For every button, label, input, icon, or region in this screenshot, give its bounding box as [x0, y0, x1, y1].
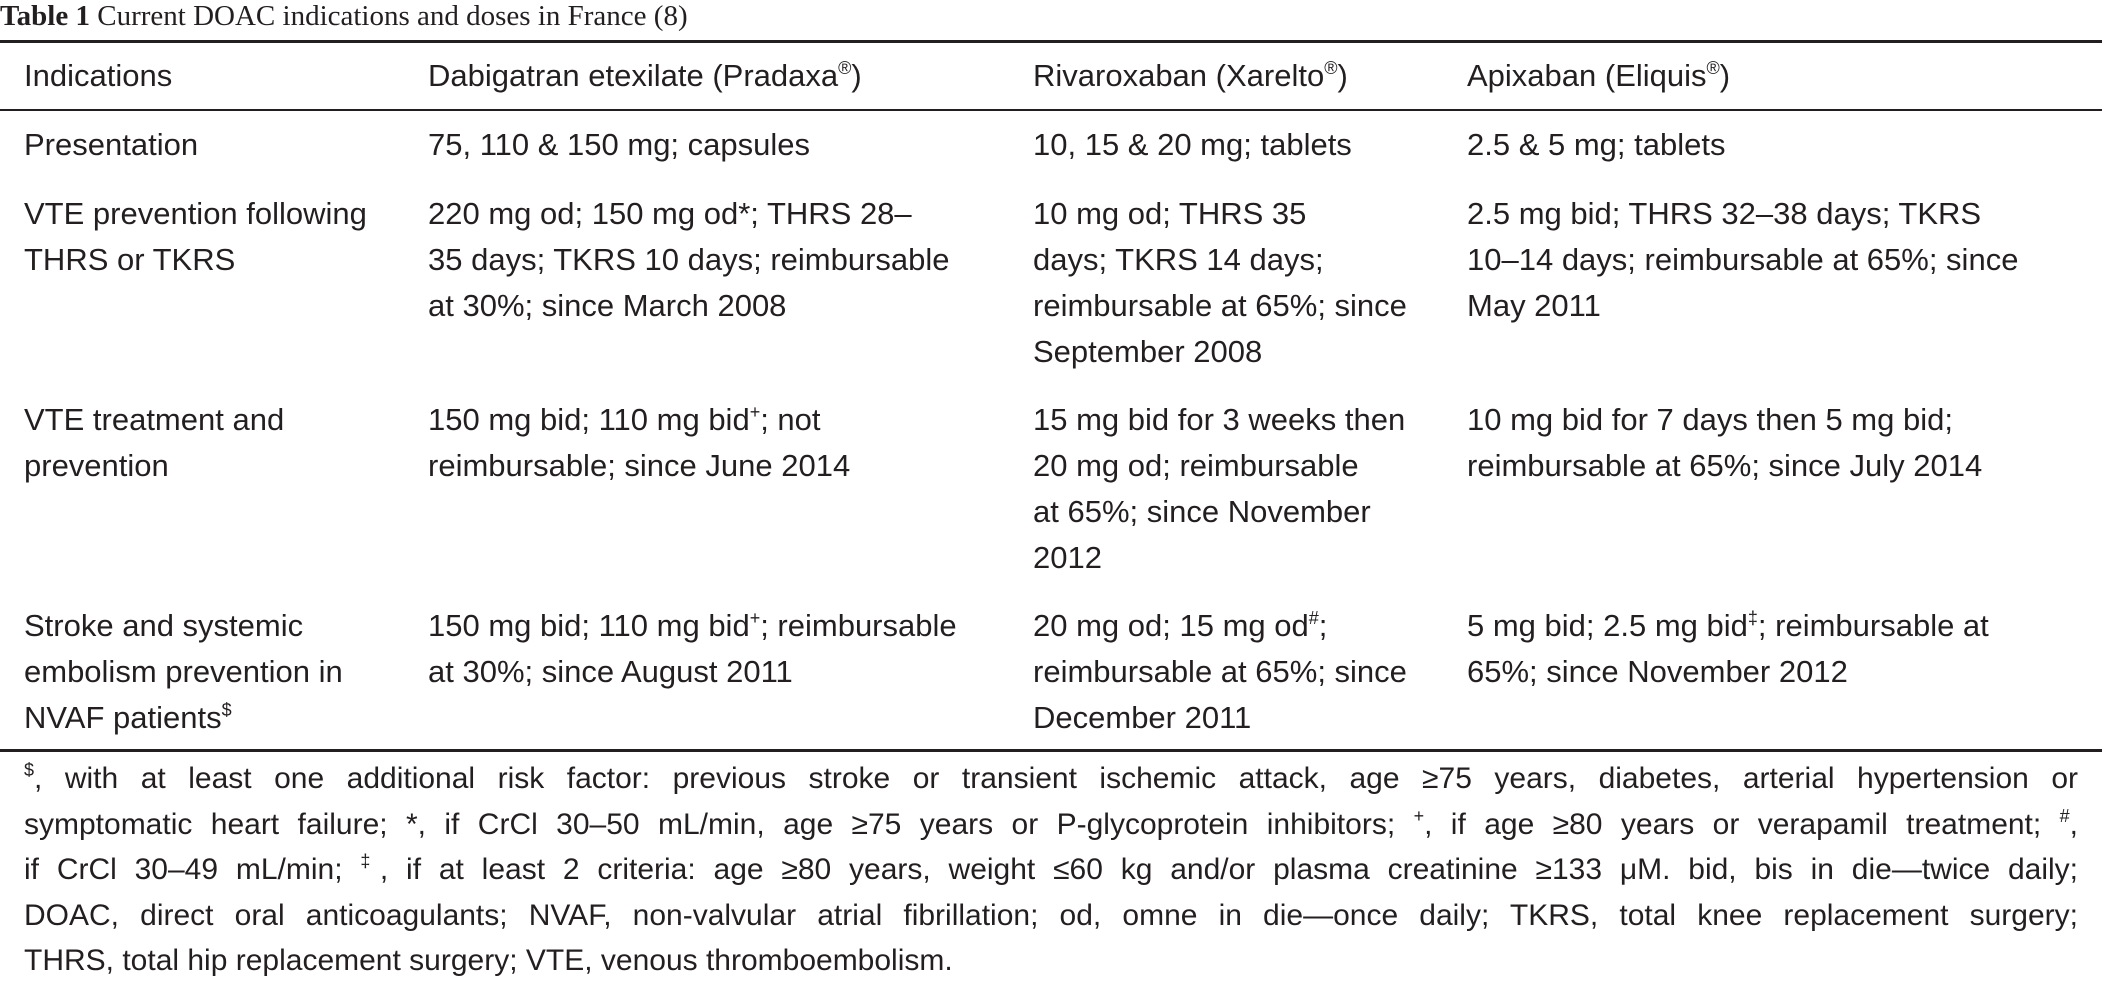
row-vte-treatment-apixaban: 10 mg bid for 7 days then 5 mg bid; reimbursable at 65%; since July 2014: [1467, 402, 1983, 483]
row-presentation-dabigatran: 75, 110 & 150 mg; capsules: [428, 127, 811, 162]
header-rivaroxaban: Rivaroxaban (Xarelto®): [1033, 58, 1348, 93]
row-vte-prevention-indication: VTE prevention following THRS or TKRS: [24, 196, 367, 277]
table-title: Current DOAC indications and doses in France (8): [97, 0, 688, 32]
bottom-rule: [0, 749, 2102, 752]
header-dabigatran: Dabigatran etexilate (Pradaxa®): [428, 58, 862, 93]
row-stroke-rivaroxaban: 20 mg od; 15 mg od#; reimbursable at 65%; since December 2011: [1033, 608, 1407, 735]
header-apixaban: Apixaban (Eliquis®): [1467, 58, 1731, 93]
row-vte-prevention-rivaroxaban: 10 mg od; THRS 35 days; TKRS 14 days; reimbursable at 65%; since September 2008: [1033, 196, 1407, 369]
registered-mark: ®: [1706, 58, 1720, 78]
registered-mark: ®: [838, 58, 852, 78]
footnote-marker-plus: +: [749, 608, 761, 628]
row-presentation-rivaroxaban: 10, 15 & 20 mg; tablets: [1033, 127, 1352, 162]
row-stroke-apixaban: 5 mg bid; 2.5 mg bid‡; reimbursable at 65%; since November 2012: [1467, 608, 1989, 689]
registered-mark: ®: [1324, 58, 1338, 78]
row-presentation-indication: Presentation: [24, 127, 199, 162]
table-caption: [0, 0, 688, 36]
footnote-marker-hash: #: [1308, 608, 1319, 628]
row-stroke-indication: Stroke and systemic embolism prevention in NVAF patients$: [24, 608, 343, 735]
top-rule: [0, 40, 2102, 43]
row-vte-prevention-dabigatran: 220 mg od; 150 mg od*; THRS 28– 35 days; TKRS 10 days; reimbursable at 30%; since March 2008: [428, 196, 950, 323]
row-vte-treatment-rivaroxaban: 15 mg bid for 3 weeks then 20 mg od; reimbursable at 65%; since November 2012: [1033, 402, 1406, 575]
table-footnote: $, with at least one additional risk factor: previous stroke or transient ischemic attack, age ≥75 years, diabetes, arterial hypertension or symptomatic heart failure; *, if CrCl 30–50 mL/min, age ≥75 years or P-glycoprotein inhibitors; +, if age ≥80 years or verapamil treatment; #, if CrCl 30–49 mL/min; ‡, if at least 2 criteria: age ≥80 years, weight ≤60 kg and/or plasma creatinine ≥133 μM. bid, bis in die—twice daily; DOAC, direct oral anticoagulants; NVAF, non-valvular atrial fibrillation; od, omne in die—once daily; TKRS, total knee replacement surgery; THRS, total hip replacement surgery; VTE, venous thromboembolism.: [24, 760, 2079, 977]
header-rule: [0, 109, 2102, 111]
footnote-marker-plus: +: [749, 402, 761, 422]
table-label: Table 1: [0, 0, 90, 32]
footnote-marker-double-dagger: ‡: [1747, 608, 1758, 628]
row-vte-prevention-apixaban: 2.5 mg bid; THRS 32–38 days; TKRS 10–14 days; reimbursable at 65%; since May 2011: [1467, 196, 2019, 323]
row-presentation-apixaban: 2.5 & 5 mg; tablets: [1467, 127, 1726, 162]
header-indications: Indications: [24, 58, 173, 93]
row-vte-treatment-dabigatran: 150 mg bid; 110 mg bid+; not reimbursable; since June 2014: [428, 402, 851, 483]
row-vte-treatment-indication: VTE treatment and prevention: [24, 402, 285, 483]
row-stroke-dabigatran: 150 mg bid; 110 mg bid+; reimbursable at 30%; since August 2011: [428, 608, 957, 689]
footnote-marker-dollar: $: [221, 700, 232, 720]
